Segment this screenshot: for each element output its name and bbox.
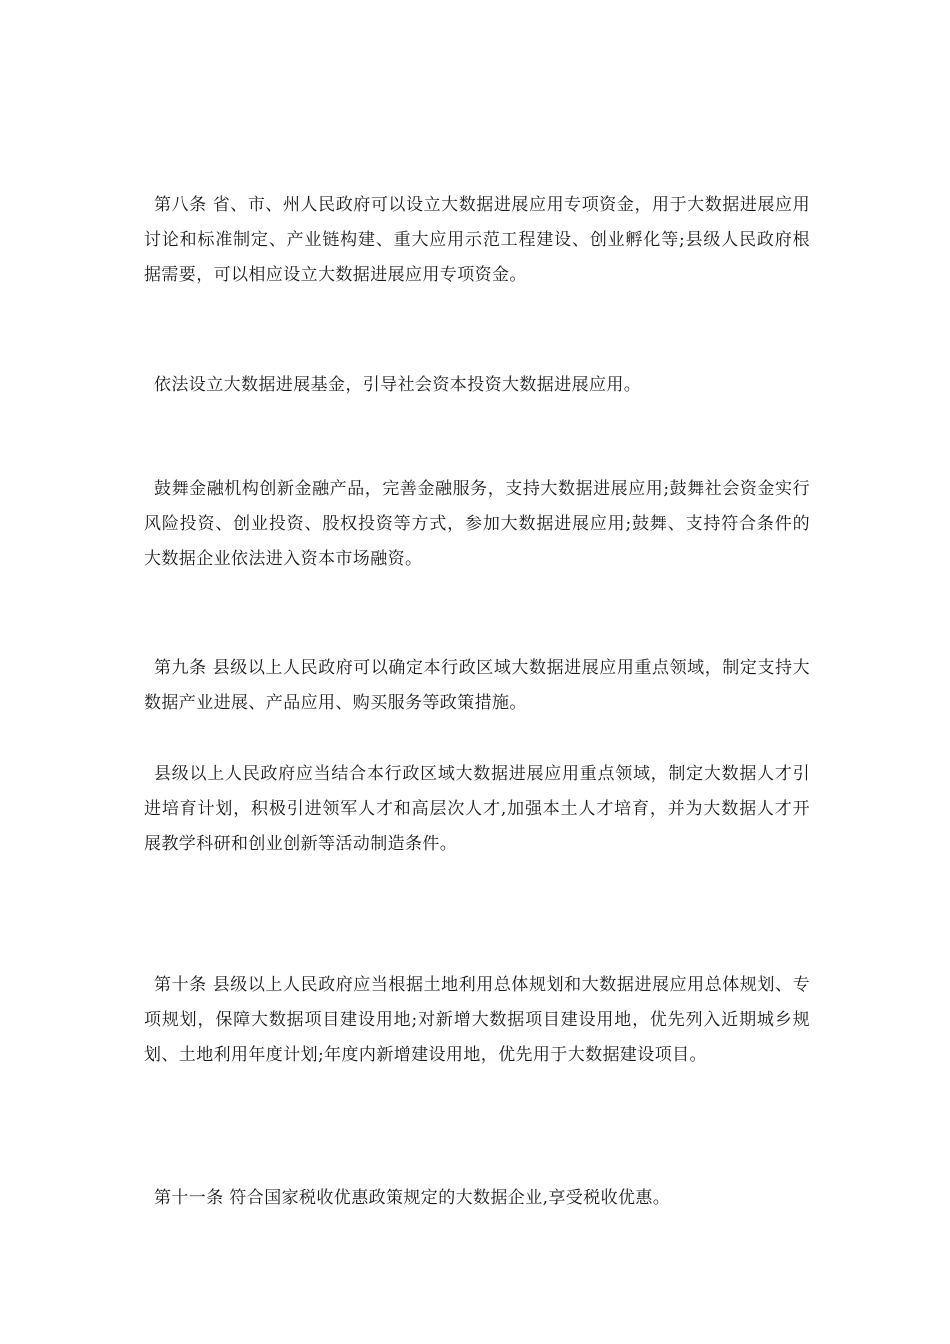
paragraph-article-9: 第九条 县级以上人民政府可以确定本行政区域大数据进展应用重点领域，制定支持大数据产业进展、产品应用、购买服务等政策措施。 (144, 658, 810, 713)
paragraph-talent-plan: 县级以上人民政府应当结合本行政区域大数据进展应用重点领域，制定大数据人才引进培育计划，积极引进领军人才和高层次人才,加强本土人才培育，并为大数据人才开展教学科研和创业创新等活动制造条件。 (144, 764, 810, 854)
paragraph-big-data-fund: 依法设立大数据进展基金，引导社会资本投资大数据进展应用。 (154, 375, 642, 395)
paragraph-article-11: 第十一条 符合国家税收优惠政策规定的大数据企业,享受税收优惠。 (154, 1188, 671, 1208)
paragraph-article-10: 第十条 县级以上人民政府应当根据土地利用总体规划和大数据进展应用总体规划、专项规划，保障大数据项目建设用地;对新增大数据项目建设用地，优先列入近期城乡规划、土地利用年度计划;年度内新增建设用地，优先用于大数据建设项目。 (144, 975, 810, 1065)
paragraph-article-8: 第八条 省、市、州人民政府可以设立大数据进展应用专项资金，用于大数据进展应用讨论和标准制定、产业链构建、重大应用示范工程建设、创业孵化等;县级人民政府根据需要，可以相应设立大数据进展应用专项资金。 (144, 195, 810, 285)
paragraph-financial-support: 鼓舞金融机构创新金融产品，完善金融服务，支持大数据进展应用;鼓舞社会资金实行风险投资、创业投资、股权投资等方式，参加大数据进展应用;鼓舞、支持符合条件的大数据企业依法进入资本市场融资。 (144, 479, 810, 569)
